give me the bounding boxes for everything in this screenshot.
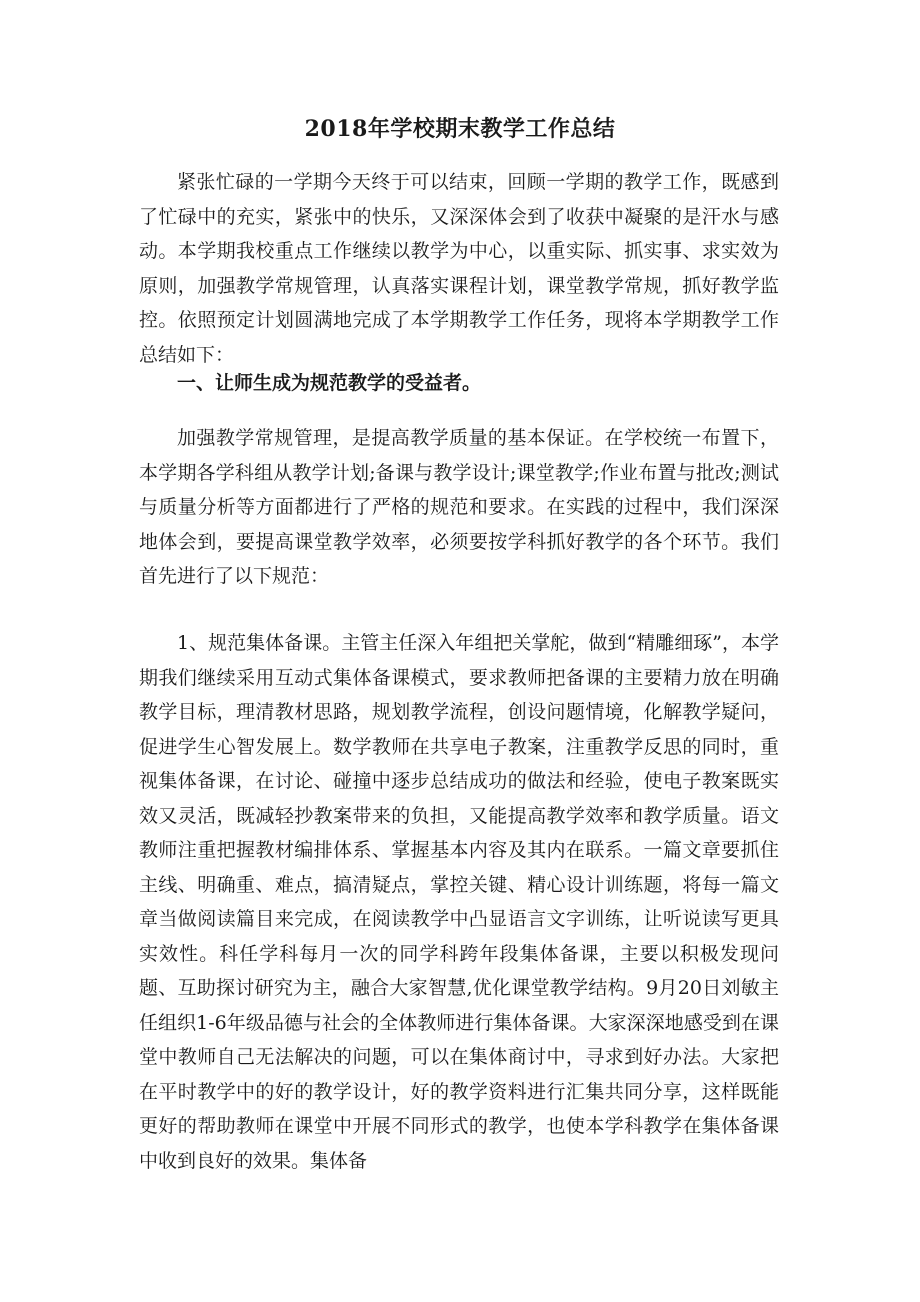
section-heading: 一、让师生成为规范教学的受益者。 — [177, 372, 482, 394]
section-body-paragraph: 加强教学常规管理，是提高教学质量的基本保证。在学校统一布置下，本学期各学科组从教学计划;备课与教学设计;课堂教学;作业布置与批改;测试与质量分析等方面都进行了严格的规范和要求。在实践的过程中，我们深深地体会到，要提高课堂教学效率，必须要按学科抓好教学的各个环节。我们首先进行了以下规范： — [139, 427, 779, 587]
intro-paragraph: 紧张忙碌的一学期今天终于可以结束，回顾一学期的教学工作，既感到了忙碌中的充实，紧张中的快乐，又深深体会到了收获中凝聚的是汗水与感动。本学期我校重点工作继续以教学为中心，以重实际、抓实事、求实效为原则，加强教学常规管理，认真落实课程计划，课堂教学常规，抓好教学监控。依照预定计划圆满地完成了本学期教学工作任务，现将本学期教学工作总结如下： — [139, 171, 779, 366]
document-title: 2018年学校期末教学工作总结 — [304, 116, 616, 142]
item-paragraph: 1、规范集体备课。主管主任深入年组把关掌舵，做到“精雕细琢”，本学期我们继续采用互动式集体备课模式，要求教师把备课的主要精力放在明确教学目标，理清教材思路，规划教学流程，创设问题情境，化解教学疑问，促进学生心智发展上。数学教师在共享电子教案，注重教学反思的同时，重视集体备课，在讨论、碰撞中逐步总结成功的做法和经验，使电子教案既实效又灵活，既减轻抄教案带来的负担，又能提高教学效率和教学质量。语文教师注重把握教材编排体系、掌握基本内容及其内在联系。一篇文章要抓住主线、明确重、难点，搞清疑点，掌控关键、精心设计训练题，将每一篇文章当做阅读篇目来完成，在阅读教学中凸显语言文字训练，让听说读写更具实效性。科任学科每月一次的同学科跨年段集体备课，主要以积极发现问题、互助探讨研究为主，融合大家智慧,优化课堂教学结构。9月20日刘敏主任组织1-6年级品德与社会的全体教师进行集体备课。大家深深地感受到在课堂中教师自己无法解决的问题，可以在集体商讨中，寻求到好办法。大家把在平时教学中的好的教学设计，好的教学资料进行汇集共同分享，这样既能更好的帮助教师在课堂中开展不同形式的教学，也使本学科教学在集体备课中收到良好的效果。集体备 — [139, 632, 779, 1172]
